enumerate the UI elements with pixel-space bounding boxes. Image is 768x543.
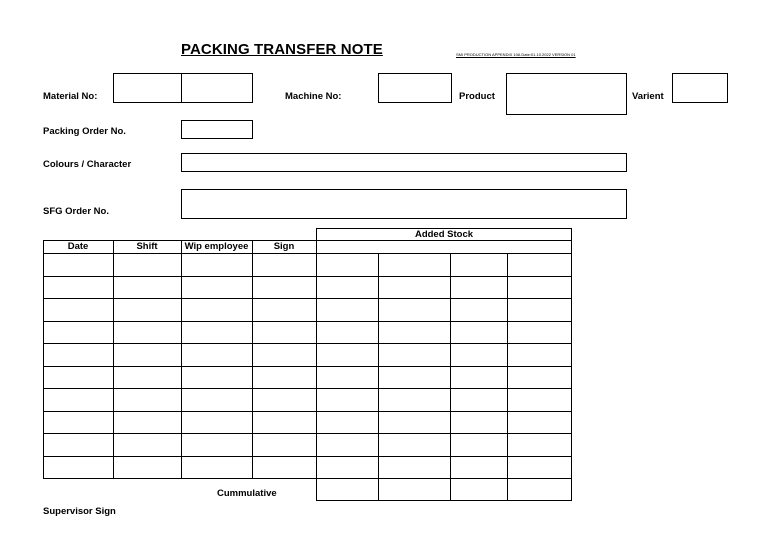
varient-label: Varient — [632, 91, 664, 102]
material-no-label: Material No: — [43, 91, 98, 102]
col-header-sign: Sign — [273, 241, 295, 252]
col-header-shift: Shift — [136, 241, 158, 252]
colours-character-field[interactable] — [181, 153, 627, 172]
row-border — [43, 411, 572, 412]
sfg-order-no-field[interactable] — [181, 189, 627, 219]
col-border — [43, 240, 44, 479]
col-header-wip-employee: Wip employee — [184, 241, 249, 252]
row-border — [43, 478, 572, 479]
col-border — [252, 240, 253, 479]
col-border — [450, 253, 451, 501]
col-border — [507, 253, 508, 501]
product-field[interactable] — [506, 73, 627, 115]
col-border — [378, 253, 379, 501]
machine-no-label: Machine No: — [285, 91, 342, 102]
col-border — [181, 240, 182, 479]
row-border — [43, 388, 572, 389]
row-border — [43, 276, 572, 277]
row-border — [43, 366, 572, 367]
added-stock-header: Added Stock — [414, 229, 474, 240]
row-border — [43, 433, 572, 434]
cummulative-label: Cummulative — [217, 488, 277, 499]
packing-order-no-field[interactable] — [181, 120, 253, 139]
material-no-field-1[interactable] — [113, 73, 182, 103]
varient-field[interactable] — [672, 73, 728, 103]
colours-character-label: Colours / Character — [43, 159, 132, 170]
row-border — [43, 343, 572, 344]
row-border — [43, 321, 572, 322]
page-title: PACKING TRANSFER NOTE — [181, 41, 383, 58]
cummulative-bottom-border — [316, 500, 572, 501]
row-border — [43, 456, 572, 457]
row-border — [43, 253, 572, 254]
material-no-field-2[interactable] — [181, 73, 253, 103]
col-border — [113, 240, 114, 479]
row-border — [43, 298, 572, 299]
sfg-order-no-label: SFG Order No. — [43, 206, 109, 217]
supervisor-sign-label: Supervisor Sign — [43, 506, 116, 517]
product-label: Product — [459, 91, 495, 102]
machine-no-field[interactable] — [378, 73, 452, 103]
col-border — [571, 228, 572, 501]
col-header-date: Date — [67, 241, 89, 252]
col-border — [316, 228, 317, 501]
document-reference: SMI PRODUCTION APPENDIX 10A Date:01.10.2022 VERSION 01 — [456, 52, 576, 57]
packing-order-no-label: Packing Order No. — [43, 126, 126, 137]
